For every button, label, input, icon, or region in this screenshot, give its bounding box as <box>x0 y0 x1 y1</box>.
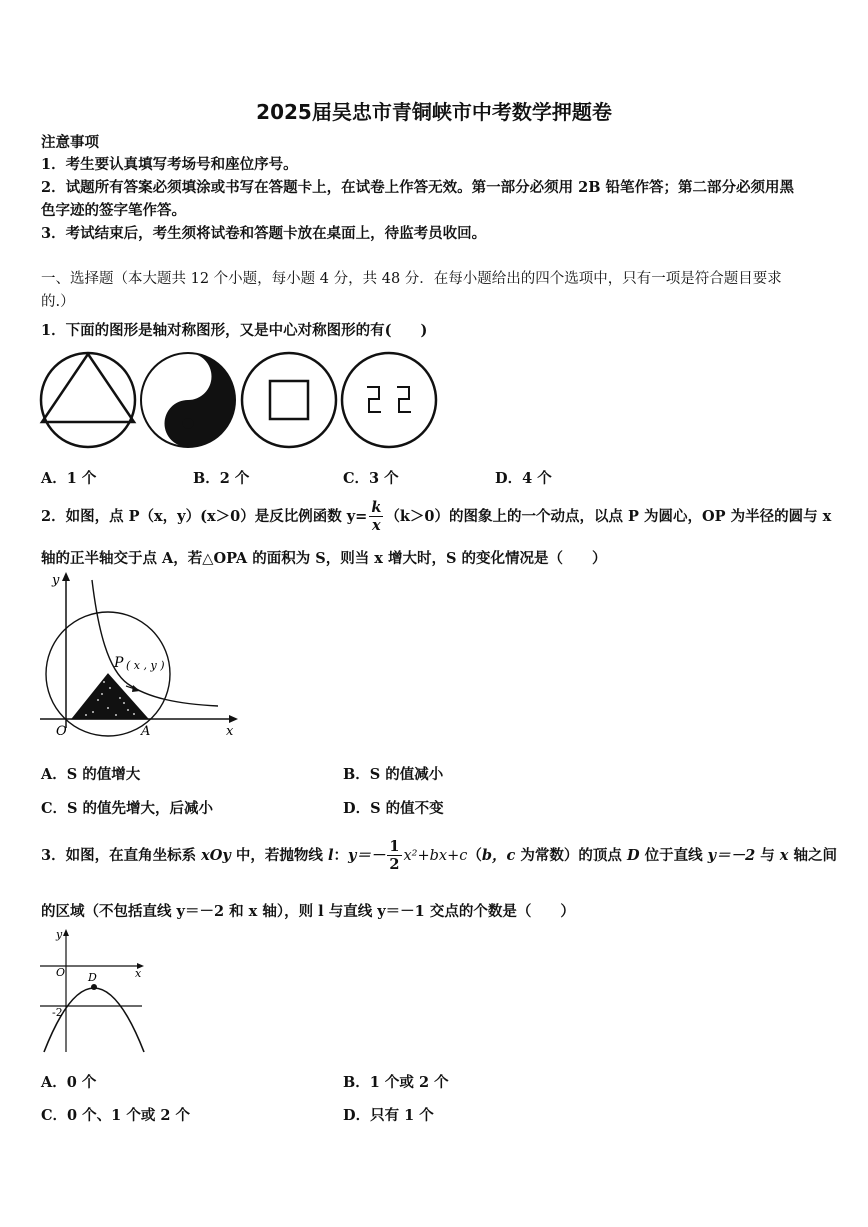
q3-option-b: B．1 个或 2 个 <box>343 1074 449 1091</box>
q2-fraction <box>369 498 383 534</box>
q2-option-c: C．S 的值先增大，后减小 <box>41 800 214 817</box>
q3-stem-text: 与 <box>755 847 780 864</box>
q3-option-a: A．0 个 <box>41 1074 97 1091</box>
q3-polynomial: x²+bx+c <box>403 848 468 864</box>
q2-option-a: A．S 的值增大 <box>41 766 141 783</box>
section-heading-line1: 一、选择题（本大题共 12 个小题，每小题 4 分，共 48 分．在每小题给出的四个选项中，只有一项是符合题目要求 <box>41 271 782 287</box>
yin-yang-figure <box>141 353 235 447</box>
q2-fig-y-label: y <box>52 573 60 588</box>
q1-option-b: B．2 个 <box>193 470 250 487</box>
q2-option-b: B．S 的值减小 <box>343 766 444 783</box>
q3-stem-text: 3．如图，在直角坐标系 <box>41 847 202 864</box>
q2-fig-p-coord: ( x , y ) <box>126 659 165 672</box>
q3-fraction <box>387 837 401 873</box>
q1-figures <box>38 350 440 450</box>
notice-item: 3．考试结束后，考生须将试卷和答题卡放在桌面上，待监考员收回。 <box>41 225 487 242</box>
q1-option-d: D．4 个 <box>495 470 552 487</box>
q2-fig-a-label: A <box>141 724 151 739</box>
q1-stem: 1．下面的图形是轴对称图形，又是中心对称图形的有( ) <box>41 322 428 339</box>
q3-option-c: C．0 个、1 个或 2 个 <box>41 1107 190 1124</box>
q3-stem-text: （ <box>467 847 482 864</box>
q3-stem-text: 轴之间 <box>788 847 837 864</box>
q3-fig-o-label: O <box>56 966 66 979</box>
q3-fig-d-label: D <box>88 971 97 984</box>
notice-item: 2．试题所有答案必须填涂或书写在答题卡上，在试卷上作答无效。第一部分必须用 2B 铅笔作答；第二部分必须用黑 <box>41 179 795 196</box>
q2-stem-line1 <box>41 499 831 535</box>
q3-fig-x-label: x <box>135 967 142 980</box>
q3-stem-text: 为常数）的顶点 <box>515 847 627 864</box>
q3-option-d: D．只有 1 个 <box>343 1107 434 1124</box>
q2-option-d: D．S 的值不变 <box>343 800 444 817</box>
notice-item: 色字迹的签字笔作答。 <box>41 202 186 219</box>
square-in-circle-figure <box>242 353 336 447</box>
q3-stem-line2: 的区域（不包括直线 y＝－2 和 x 轴），则 l 与直线 y＝－1 交点的个数是（ ） <box>41 903 575 920</box>
q3-frac-den: 2 <box>389 856 400 873</box>
q3-x-axis-name: x <box>779 847 789 864</box>
q2-frac-num: k <box>371 498 382 516</box>
q3-vertex-name: D <box>626 847 640 864</box>
q3-fig-minus2-label: -2 <box>52 1006 63 1019</box>
q3-line-eq: y＝－2 <box>707 847 756 864</box>
q3-fig-y-label: y <box>56 928 63 941</box>
q2-fig-o-label: O <box>56 724 67 739</box>
q3-figure <box>38 926 150 1056</box>
q3-stem-line1 <box>41 838 837 874</box>
page-title: 2025届吴忠市青铜峡市中考数学押题卷 <box>256 100 612 124</box>
notice-item: 1．考生要认真填写考场号和座位序号。 <box>41 156 298 173</box>
q2-figure <box>38 570 243 742</box>
q2-frac-den: x <box>372 517 381 534</box>
q2-fig-x-label: x <box>226 724 234 739</box>
notice-heading: 注意事项 <box>41 134 99 151</box>
q3-frac-num: 1 <box>389 837 400 855</box>
q3-constants: b，c <box>481 847 516 864</box>
q1-option-a: A．1 个 <box>41 470 97 487</box>
q1-option-c: C．3 个 <box>343 470 399 487</box>
q2-stem-line2: 轴的正半轴交于点 A，若△OPA 的面积为 S，则当 x 增大时，S 的变化情况是（ ） <box>41 550 607 567</box>
triangle-in-circle-figure <box>41 353 135 447</box>
section-heading-line2: 的.） <box>41 294 75 310</box>
q2-fig-p-label: P <box>114 655 124 671</box>
q2-stem-part-a: 2．如图，点 P（x，y）(x＞0）是反比例函数 y= <box>41 508 368 525</box>
glyph-in-circle-figure <box>342 353 436 447</box>
q3-stem-text: 中，若抛物线 <box>230 847 328 864</box>
q3-equation-lhs: y＝－ <box>347 847 386 864</box>
q3-coord-system: xOy <box>201 847 231 864</box>
q3-parabola-name: l <box>327 847 334 864</box>
q3-stem-text: ： <box>333 847 348 864</box>
q2-stem-part-b: （k＞0）的图象上的一个动点，以点 P 为圆心，OP 为半径的圆与 x <box>385 508 832 525</box>
q3-stem-text: 位于直线 <box>639 847 708 864</box>
